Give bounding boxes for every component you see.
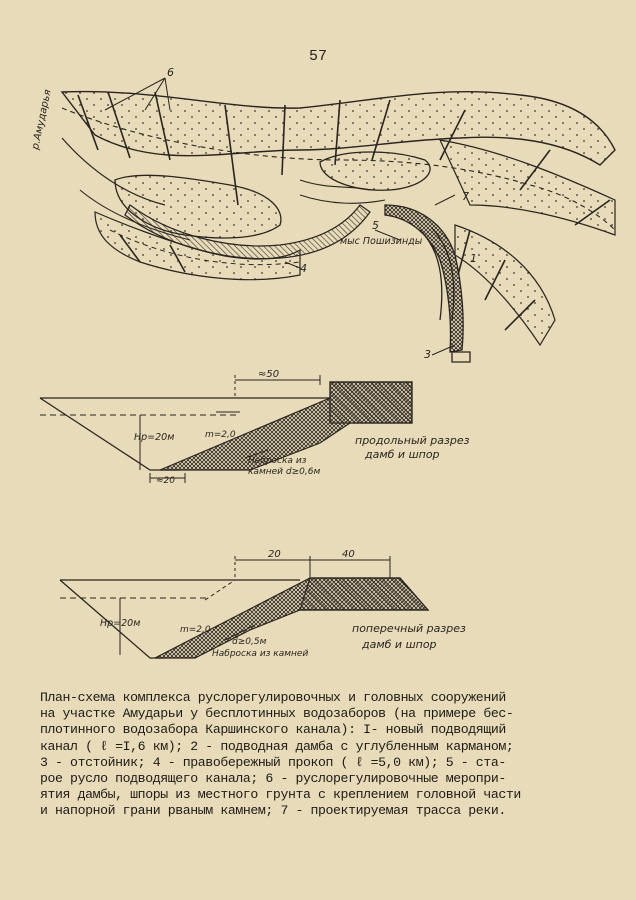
long-slope: m=2,0 (205, 430, 236, 440)
page-number: 57 (308, 48, 327, 65)
long-title-1: продольный разрез (355, 434, 470, 447)
label-7: 7 (462, 190, 469, 203)
island-left (115, 175, 281, 238)
label-5: 5 (372, 219, 379, 232)
long-bottom-width: ≈20 (156, 476, 175, 486)
label-4: 4 (300, 262, 307, 275)
long-note-2: камней d≥0,6м (248, 467, 321, 477)
cross-depth: Hр=20м (100, 618, 141, 629)
cross-diameter: d≥0,5м (232, 637, 267, 647)
cross-dim-1: 20 (268, 549, 281, 560)
island-center (320, 152, 430, 190)
cross-dim-2: 40 (342, 549, 355, 560)
long-title-2: дамб и шпор (365, 448, 440, 461)
cross-title-1: поперечный разрез (352, 622, 466, 635)
longitudinal-section (40, 375, 412, 483)
long-note-1: Наброска из (248, 456, 307, 466)
label-river-amu-darya: р.Амударья (30, 88, 54, 151)
cross-slope: m=2,0 (180, 625, 211, 635)
label-3: 3 (424, 348, 431, 361)
figure-caption: План-схема комплекса руслорегулировочных и головных сооружений на участке Амударьи у бесплотинных водозаборов (на примере бес- плотинного водозабора Каршинского канала): I- новый подводящий канал ( ℓ =I,6 км); 2 - подводная дамба с углубленным карманом; 3 - отстойник; 4 - правобережный прокоп ( ℓ =5,0 км); 5 - ста- рое русло подводящего канала; 6 - руслорегулировочные меропри- ятия дамбы, шпоры из местного грунта с креплением головной части и напорной грани рваным камнем; 7 - проектируемая трасса реки. (40, 690, 521, 819)
cross-title-2: дамб и шпор (362, 638, 437, 651)
label-1: 1 (470, 252, 477, 265)
long-top-width: ≈50 (258, 369, 280, 380)
cross-note: Наброска из камней (212, 649, 309, 659)
label-6: 6 (167, 66, 174, 79)
label-cape: мыс Пошизинды (340, 236, 423, 247)
long-depth: Hр=20м (134, 432, 175, 443)
